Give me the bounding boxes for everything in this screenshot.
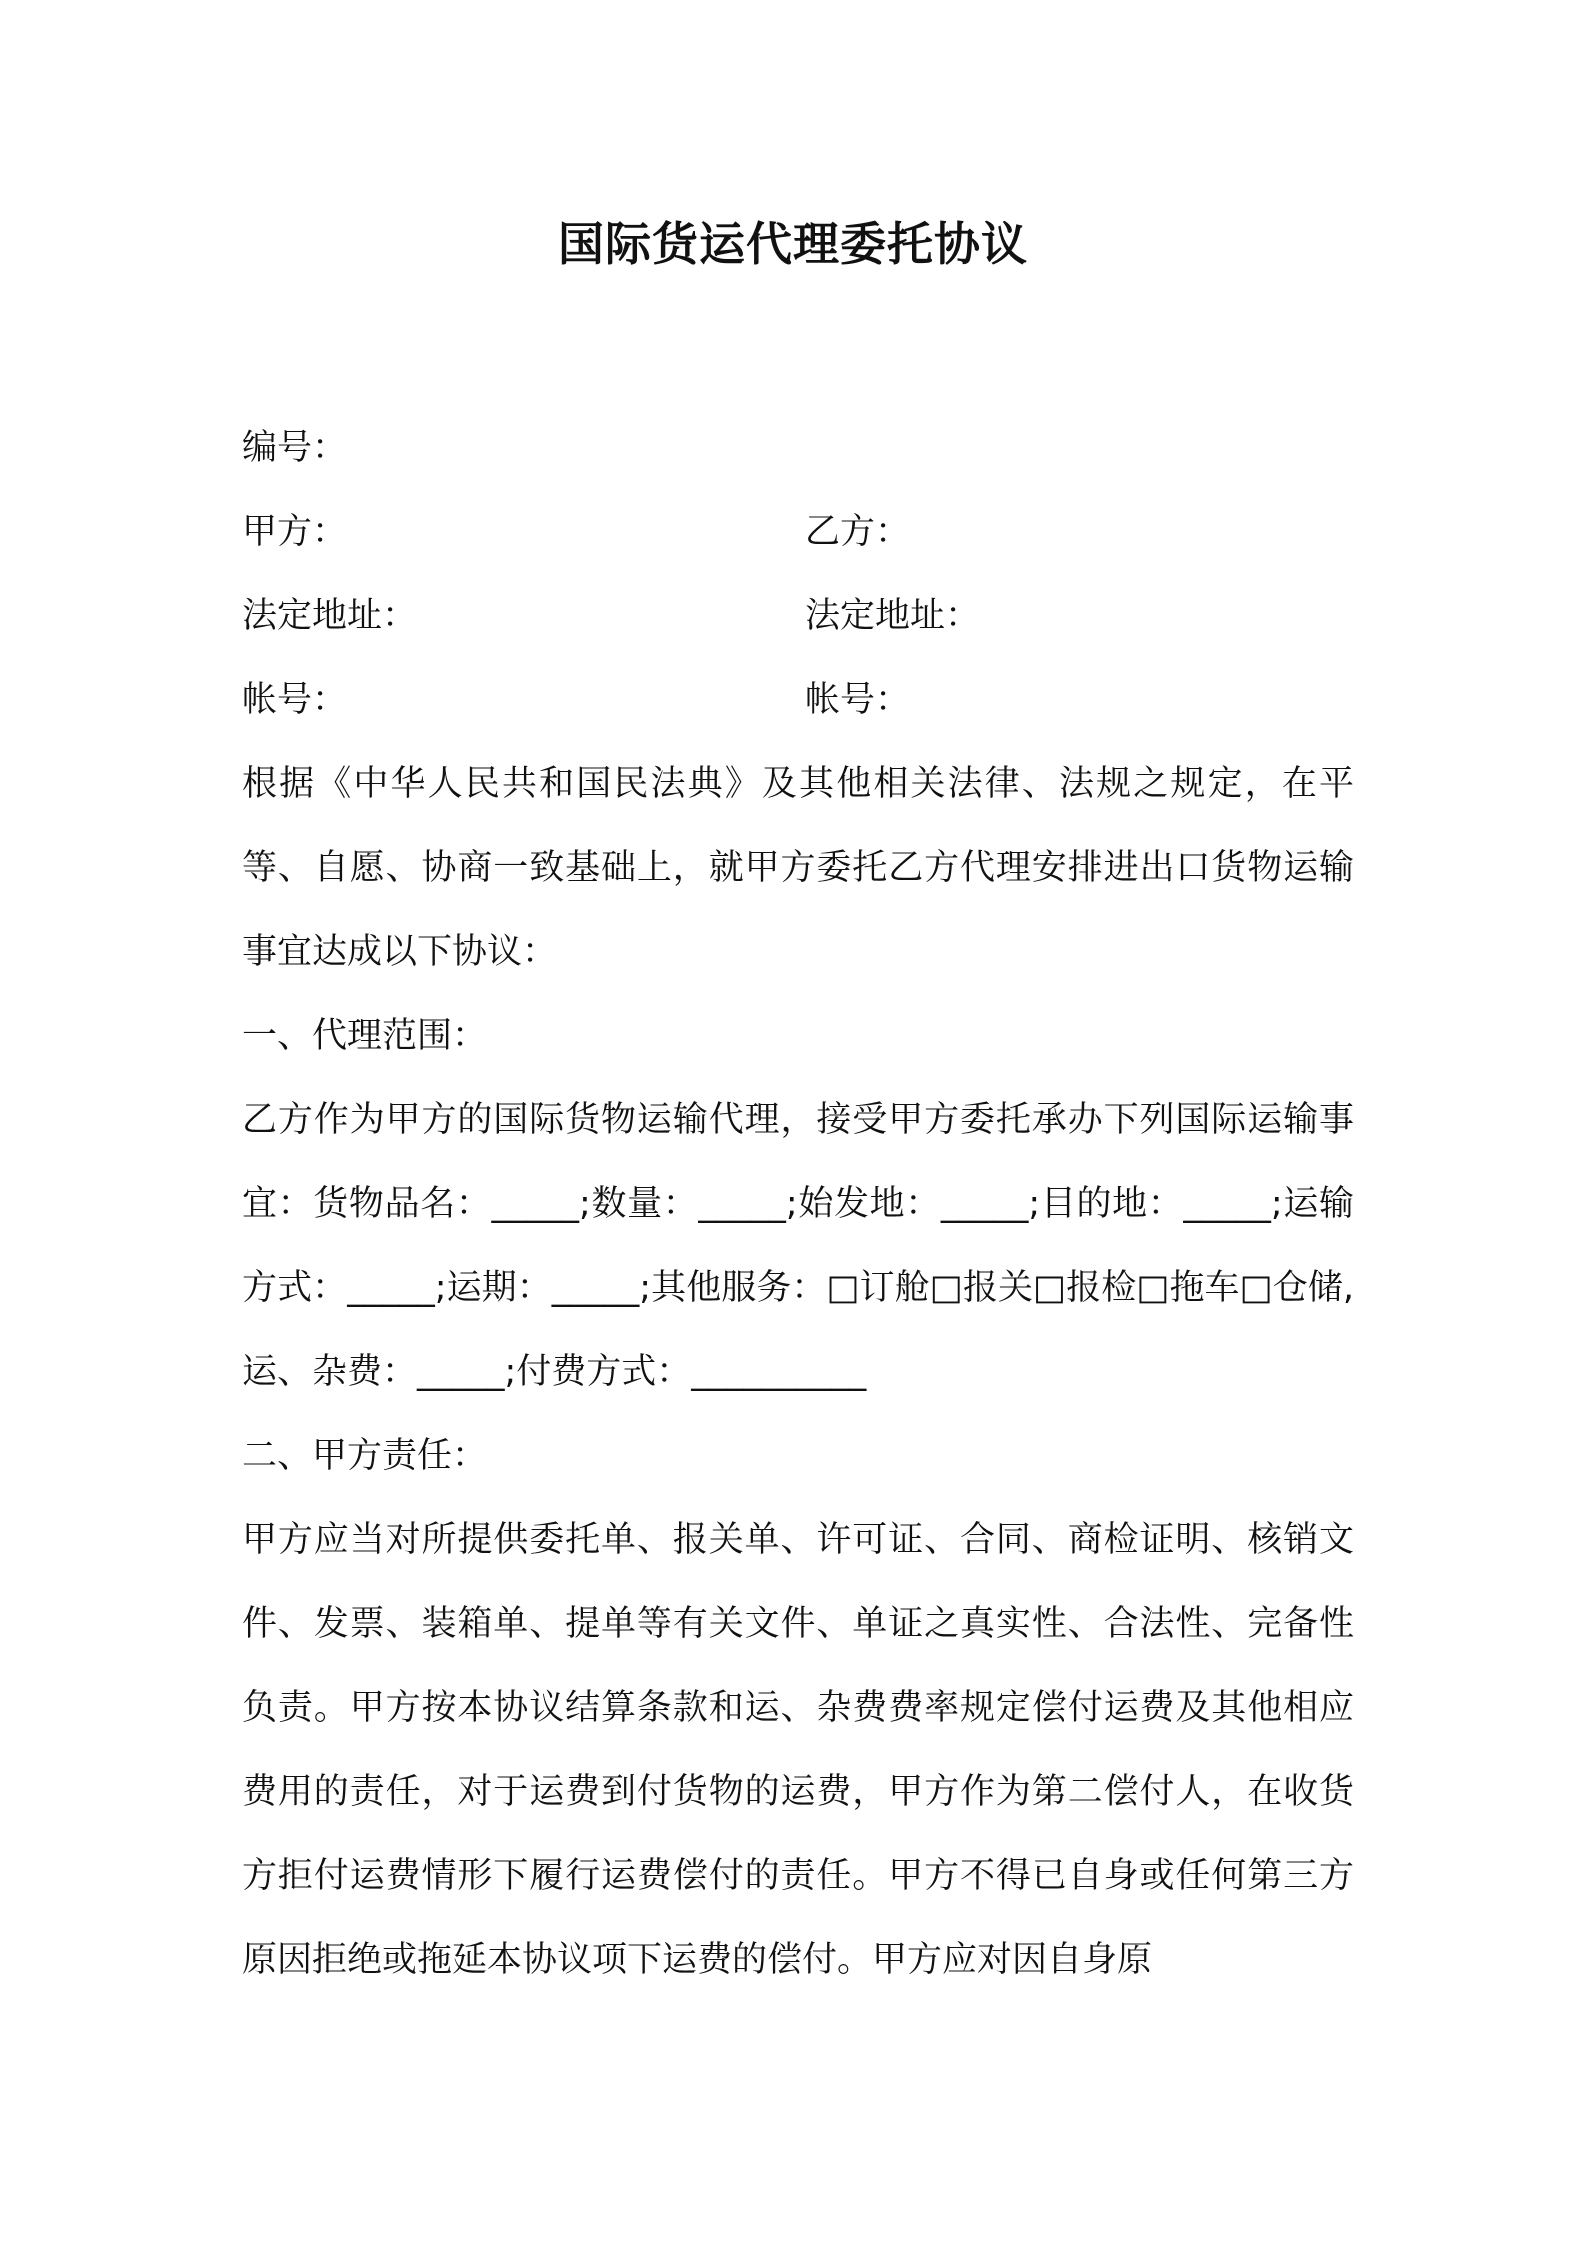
preamble-paragraph: 根据《中华人民共和国民法典》及其他相关法律、法规之规定，在平等、自愿、协商一致基础上，就甲方委托乙方代理安排进出口货物运输事宜达成以下协议：	[242, 764, 1354, 972]
legal-address-row	[242, 574, 1354, 658]
section-heading-agency-scope: 一、代理范围：	[242, 1016, 488, 1056]
party-a-address-label: 法定地址：	[242, 596, 418, 636]
party-b-account-label: 帐号：	[805, 680, 911, 720]
party-a-label: 甲方：	[242, 512, 348, 552]
account-row	[242, 658, 1354, 742]
contract-number-row	[242, 406, 1354, 490]
document-title: 国际货运代理委托协议	[558, 217, 1028, 271]
contract-number-label: 编号：	[242, 428, 348, 468]
party-a-account-label: 帐号：	[242, 680, 348, 720]
party-b-address-label: 法定地址：	[805, 596, 981, 636]
section-heading-party-a-responsibility: 二、甲方责任：	[242, 1436, 488, 1476]
party-b-label: 乙方：	[805, 512, 911, 552]
parties-row	[242, 490, 1354, 574]
section-body-agency-scope: 乙方作为甲方的国际货物运输代理，接受甲方委托承办下列国际运输事宜：货物品名：_____;数量：_____;始发地：_____;目的地：_____;运输方式：_____;运期：_____;其他服务：□订舱□报关□报检□拖车□仓储,运、杂费：_____;付费方式：__________	[242, 1100, 1354, 1392]
section-body-party-a-responsibility: 甲方应当对所提供委托单、报关单、许可证、合同、商检证明、核销文件、发票、装箱单、提单等有关文件、单证之真实性、合法性、完备性负责。甲方按本协议结算条款和运、杂费费率规定偿付运费及其他相应费用的责任，对于运费到付货物的运费，甲方作为第二偿付人，在收货方拒付运费情形下履行运费偿付的责任。甲方不得已自身或任何第三方原因拒绝或拖延本协议项下运费的偿付。甲方应对因自身原	[242, 1520, 1354, 1980]
document-body	[242, 406, 1354, 2002]
